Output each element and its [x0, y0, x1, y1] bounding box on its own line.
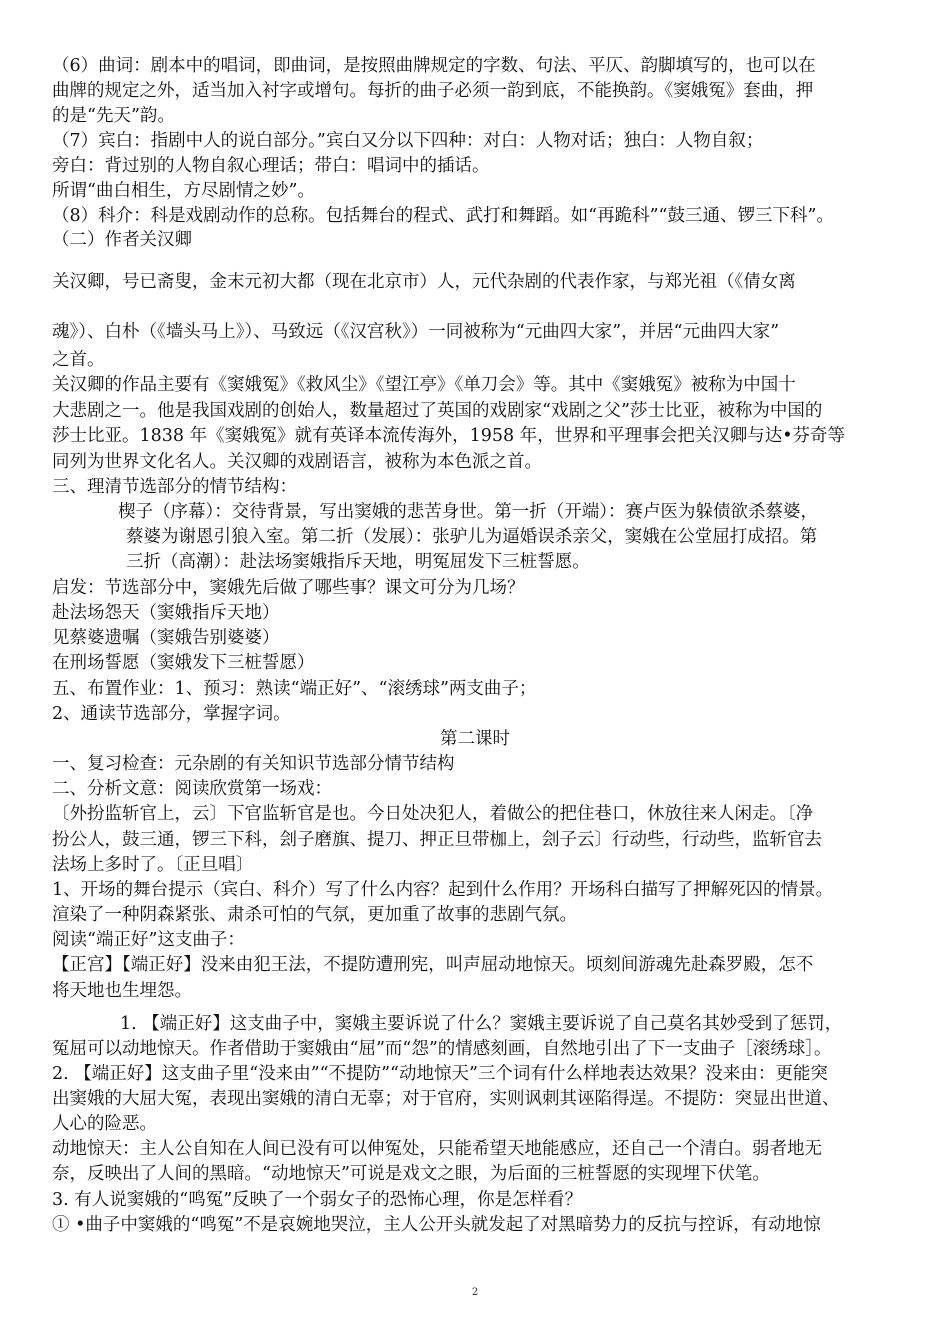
text-line: 二、分析文意：阅读欣赏第一场戏： — [52, 779, 332, 799]
lesson-heading: 第二课时 — [440, 729, 510, 749]
text-line: 3. 有人说窦娥的“鸣冤”反映了一个弱女子的恐怖心理，你是怎样看？ — [52, 1190, 583, 1210]
section-heading: （二）作者关汉卿 — [52, 230, 192, 250]
section-heading: 三、理清节选部分的情节结构： — [52, 477, 297, 497]
text-line: 冤屈可以动地惊天。作者借助于窦娥由“屈”而“怨”的情感刻画，自然地引出了下一支曲子［滚绣球］。 — [52, 1039, 832, 1059]
text-line: 关汉卿的作品主要有《窦娥冤》《救风尘》《望江亭》《单刀会》等。其中《窦娥冤》被称为中国十 — [52, 375, 796, 395]
text-line: 扮公人，鼓三通，锣三下科，刽子磨旗、提刀、押正旦带枷上，刽子云〕行动些，行动些，监斩官去 — [52, 830, 822, 850]
text-line: 2、通读节选部分，掌握字词。 — [52, 704, 291, 724]
text-line: 魂》）、白朴（《墙头马上》）、马致远（《汉宫秋》）一同被称为“元曲四大家”，并居“元曲四大家” — [52, 322, 780, 342]
text-line: 【正宫】【端正好】没来由犯王法，不提防遭刑宪，叫声屈动地惊天。顷刻间游魂先赴森罗殿，怎不 — [52, 955, 814, 975]
text-line: 所谓“曲白相生，方尽剧情之妙”。 — [52, 181, 315, 201]
text-line: 蔡婆为谢恩引狼入室。第二折（发展）：张驴儿为逼婚误杀亲父，窦娥在公堂屈打成招。第 — [126, 527, 818, 547]
text-line: 之首。 — [52, 350, 105, 370]
text-line: 五、布置作业：1、预习：熟读“端正好”、“滚绣球”两支曲子； — [52, 679, 537, 699]
text-line: 赴法场怨天（窦娥指斥天地） — [52, 603, 280, 623]
page-number: 2 — [471, 1287, 479, 1298]
text-line: 同列为世界文化名人。关汉卿的戏剧语言，被称为本色派之首。 — [52, 452, 542, 472]
text-line: （8）科介：科是戏剧动作的总称。包括舞台的程式、武打和舞蹈。如“再跪科”“鼓三通、锣三下科”。 — [52, 206, 834, 226]
text-line: 将天地也生埋怨。 — [52, 981, 192, 1001]
text-line: 启发：节选部分中，窦娥先后做了哪些事？课文可分为几场？ — [52, 578, 525, 598]
text-line: 人心的险恶。 — [52, 1114, 157, 1134]
text-line: 2. 【端正好】这支曲子里“没来由”“不提防”“动地惊天”三个词有什么样地表达效果？没来由：更能突 — [52, 1064, 828, 1084]
text-line: 旁白：背过别的人物自叙心理话；带白：唱词中的插话。 — [52, 156, 490, 176]
text-line: 莎士比亚。1838 年《窦娥冤》就有英译本流传海外，1958 年，世界和平理事会把关汉卿与达•芬奇等 — [52, 426, 846, 446]
text-line: 出窦娥的大屈大冤，表现出窦娥的清白无辜；对于官府，实则讽刺其诬陷得逞。不提防：突显出世道、 — [52, 1089, 840, 1109]
text-line: 阅读“端正好”这支曲子： — [52, 930, 245, 950]
text-line: 1. 【端正好】这支曲子中，窦娥主要诉说了什么？窦娥主要诉说了自己莫名其妙受到了惩罚， — [120, 1014, 843, 1034]
text-line: 在刑场誓愿（窦娥发下三桩誓愿） — [52, 653, 315, 673]
text-line: 〔外扮监斩官上，云〕下官监斩官是也。今日处决犯人，着做公的把住巷口，休放往来人闲走。〔净 — [52, 804, 814, 824]
text-line: 见蔡婆遗嘱（窦娥告别婆婆） — [52, 628, 280, 648]
text-line: 1、开场的舞台提示（宾白、科介）写了什么内容？起到什么作用？开场科白描写了押解死囚的情景。 — [52, 880, 834, 900]
text-line: （6）曲词：剧本中的唱词，即曲词，是按照曲牌规定的字数、句法、平仄、韵脚填写的，也可以在 — [52, 56, 816, 76]
text-line: 法场上多时了。〔正旦唱〕 — [52, 855, 254, 875]
text-line: 楔子（序幕）：交待背景，写出窦娥的悲苦身世。第一折（开端）：赛卢医为躲债欲杀蔡婆， — [118, 502, 818, 522]
text-line: ① •曲子中窦娥的“鸣冤”不是哀婉地哭泣，主人公开头就发起了对黑暗势力的反抗与控诉，有动地惊 — [52, 1215, 821, 1235]
text-line: 动地惊天：主人公自知在人间已没有可以伸冤处，只能希望天地能感应，还自己一个清白。弱者地无 — [52, 1139, 822, 1159]
text-line: 大悲剧之一。他是我国戏剧的创始人，数量超过了英国的戏剧家“戏剧之父”莎士比亚，被称为中国的 — [52, 401, 823, 421]
text-line: 奈，反映出了人间的黑暗。“动地惊天”可说是戏文之眼，为后面的三桩誓愿的实现埋下伏笔。 — [52, 1164, 770, 1184]
text-line: 关汉卿，号已斋叟，金末元初大都（现在北京市）人，元代杂剧的代表作家，与郑光祖（《倩女离 — [52, 272, 796, 292]
text-line: 渲染了一种阴森紧张、肃杀可怕的气氛，更加重了故事的悲剧气氛。 — [52, 905, 577, 925]
text-line: 曲牌的规定之外，适当加入衬字或增句。每折的曲子必须一韵到底，不能换韵。《窦娥冤》套曲，押 — [52, 81, 814, 101]
text-line: 三折（高潮）：赴法场窦娥指斥天地，明冤屈发下三桩誓愿。 — [126, 552, 590, 572]
text-line: （7）宾白：指剧中人的说白部分。”宾白又分以下四种：对白：人物对话；独白：人物自叙； — [52, 131, 764, 151]
text-line: 一、复习检查：元杂剧的有关知识节选部分情节结构 — [52, 754, 455, 774]
text-line: 的是“先天”韵。 — [52, 106, 175, 126]
